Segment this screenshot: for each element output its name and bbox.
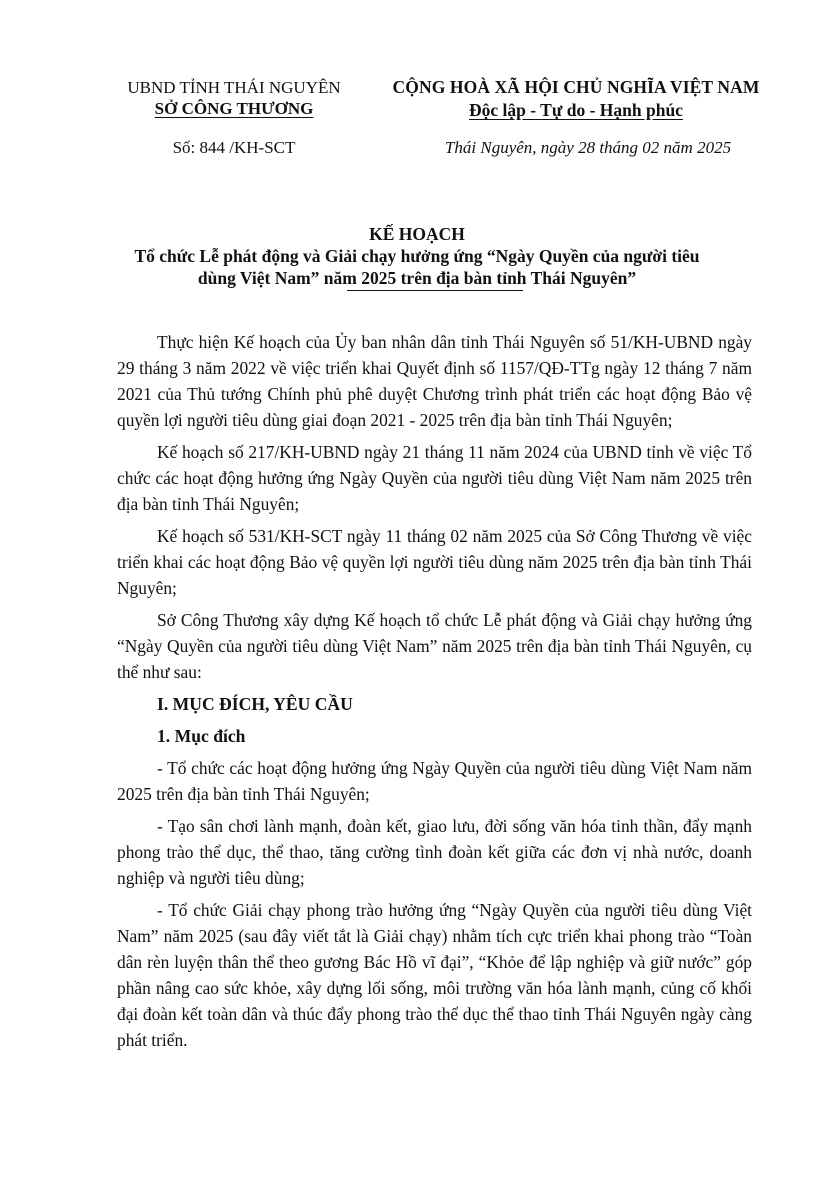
document-subtitle-line2: dùng Việt Nam” năm 2025 trên địa bàn tỉnh Thái Nguyên” (197, 268, 637, 288)
national-motto (372, 100, 780, 121)
section-heading: I. MỤC ĐÍCH, YÊU CẦU (157, 694, 353, 714)
document-number: Số: 844 /KH-SCT (172, 138, 296, 157)
paragraph-basis-3: Kế hoạch số 531/KH-SCT ngày 11 tháng 02 năm 2025 của Sở Công Thương về việc triển khai các hoạt động Bảo vệ quyền lợi người tiêu dùng năm 2025 trên địa bàn tỉnh Thái Nguyên; (117, 526, 752, 598)
document-subtitle-line1: Tổ chức Lễ phát động và Giải chạy hưởng ứng “Ngày Quyền của người tiêu (134, 246, 700, 266)
subsection-heading: 1. Mục đích (157, 726, 246, 746)
issuing-authority (105, 99, 363, 119)
bullet-purpose-1: - Tổ chức các hoạt động hưởng ứng Ngày Quyền của người tiêu dùng Việt Nam năm 2025 trên địa bàn tỉnh Thái Nguyên; (117, 758, 752, 804)
paragraph-basis-1: Thực hiện Kế hoạch của Ủy ban nhân dân tỉnh Thái Nguyên số 51/KH-UBND ngày 29 tháng 3 năm 2022 về việc triển khai Quyết định số 1157/QĐ-TTg ngày 12 tháng 7 năm 2021 của Thủ tướng Chính phủ phê duyệt Chương trình phát triển các hoạt động Bảo vệ quyền lợi người tiêu dùng giai đoạn 2021 - 2025 trên địa bàn tỉnh Thái Nguyên; (117, 332, 752, 430)
place-and-date: Thái Nguyên, ngày 28 tháng 02 năm 2025 (444, 138, 732, 157)
national-title: CỘNG HOÀ XÃ HỘI CHỦ NGHĨA VIỆT NAM (392, 77, 760, 97)
issuing-authority-name: SỞ CÔNG THƯƠNG (154, 99, 314, 118)
issuing-authority-parent: UBND TỈNH THÁI NGUYÊN (127, 78, 341, 97)
national-motto-text: Độc lập - Tự do - Hạnh phúc (469, 100, 683, 120)
bullet-purpose-2: - Tạo sân chơi lành mạnh, đoàn kết, giao lưu, đời sống văn hóa tinh thần, đẩy mạnh phong trào thể dục, thể thao, tăng cường tình đoàn kết giữa các đơn vị nhà nước, doanh nghiệp và người tiêu dùng; (117, 816, 752, 888)
document-title: KẾ HOẠCH (369, 224, 465, 244)
paragraph-basis-2: Kế hoạch số 217/KH-UBND ngày 21 tháng 11 năm 2024 của UBND tỉnh về việc Tổ chức các hoạt động hưởng ứng Ngày Quyền của người tiêu dùng Việt Nam năm 2025 trên địa bàn tỉnh Thái Nguyên; (117, 442, 752, 514)
bullet-purpose-3: - Tổ chức Giải chạy phong trào hưởng ứng “Ngày Quyền của người tiêu dùng Việt Nam” năm 2025 (sau đây viết tắt là Giải chạy) nhằm tích cực triển khai phong trào “Toàn dân rèn luyện thân thể theo gương Bác Hồ vĩ đại”, “Khỏe để lập nghiệp và giữ nước” góp phần nâng cao sức khỏe, xây dựng lối sống, môi trường văn hóa lành mạnh, củng cố khối đại đoàn kết toàn dân và thúc đẩy phong trào thể dục thể thao tỉnh Thái Nguyên ngày càng phát triển. (117, 900, 752, 1050)
title-underline (347, 290, 523, 291)
paragraph-intro: Sở Công Thương xây dựng Kế hoạch tổ chức Lễ phát động và Giải chạy hưởng ứng “Ngày Quyền của người tiêu dùng Việt Nam” năm 2025 trên địa bàn tỉnh Thái Nguyên, cụ thể như sau: (117, 610, 752, 682)
document-body (117, 329, 752, 1053)
